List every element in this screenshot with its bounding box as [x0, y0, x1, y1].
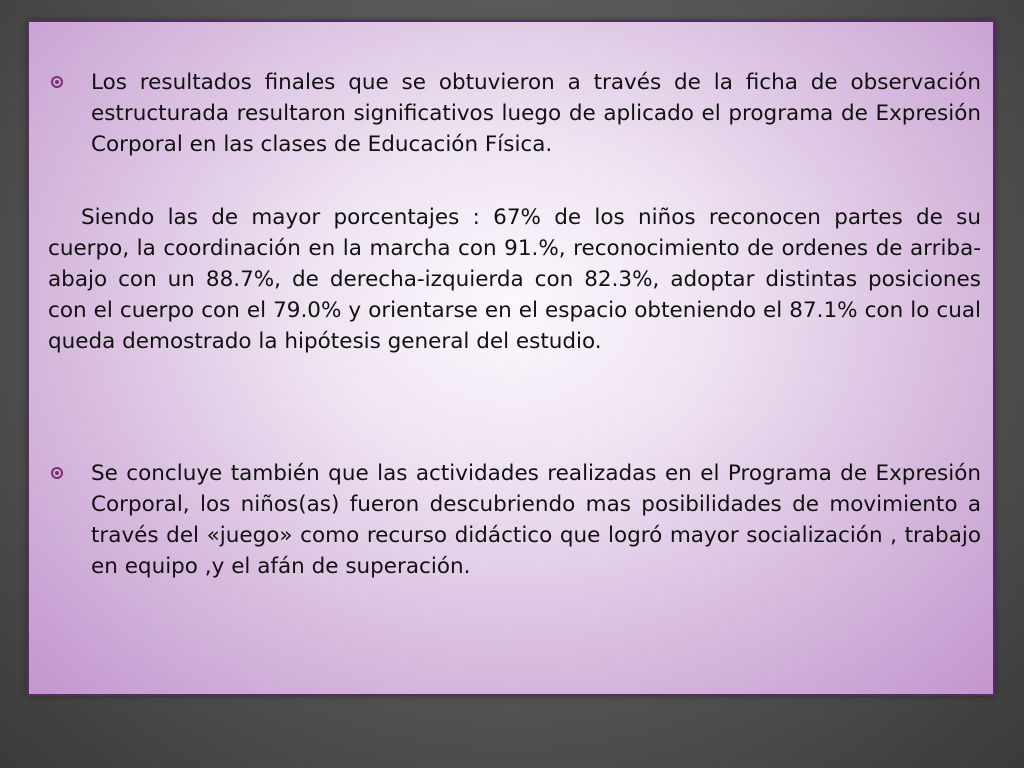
percentages-paragraph [48, 202, 981, 357]
circle-bullet-icon [51, 76, 63, 88]
paragraph-text: Siendo las de mayor porcentajes : 67% de los niños reconocen partes de su cuerpo, la coordinación en la marcha con 91.%, reconocimiento de ordenes de arriba-abajo con un 88.7%, de derecha-izquierda con 82.3%, adoptar distintas posiciones con el cuerpo con el 79.0% y orientarse en el espacio obteniendo el 87.1% con lo cual queda demostrado la hipótesis general del estudio. [48, 205, 981, 354]
slide-content [29, 22, 993, 694]
bullet-item-conclusion [91, 458, 981, 582]
bullet-text: Los resultados finales que se obtuvieron a través de la ficha de observación estructurada resultaron significativos luego de aplicado el programa de Expresión Corporal en las clases de Educación Física. [91, 70, 981, 157]
circle-bullet-icon [51, 467, 63, 479]
bullet-item-results [91, 67, 981, 160]
slide-panel [27, 20, 995, 696]
bullet-text: Se concluye también que las actividades realizadas en el Programa de Expresión Corporal, los niños(as) fueron descubriendo mas posibilidades de movimiento a través del «juego» como recurso didáctico que logró mayor socialización , trabajo en equipo ,y el afán de superación. [91, 461, 981, 579]
